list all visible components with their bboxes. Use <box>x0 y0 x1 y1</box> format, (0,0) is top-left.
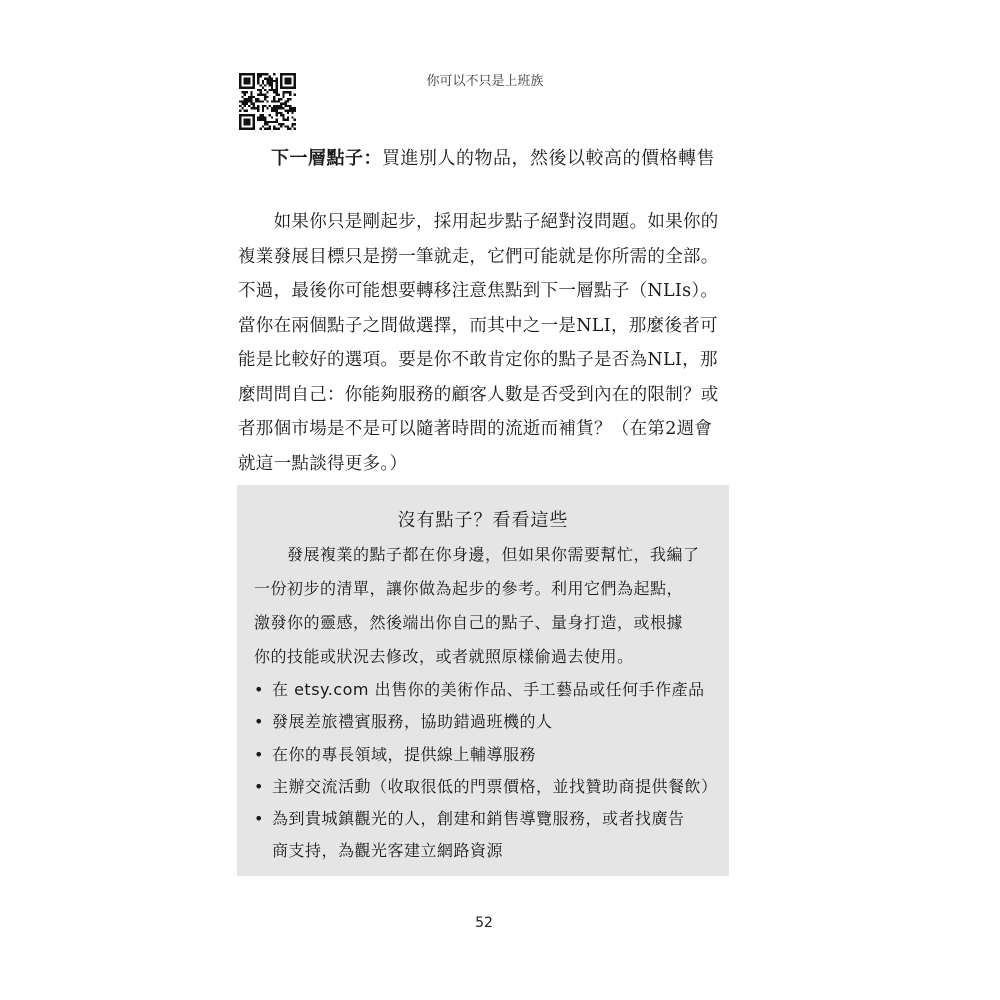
idea-list <box>254 674 724 868</box>
bullet-icon: • <box>254 744 264 764</box>
list-item-text: 發展差旅禮賓服務，協助錯過班機的人 <box>272 712 553 732</box>
sidebar-para-line: 發展複業的點子都在你身邊，但如果你需要幫忙，我編了 <box>254 545 700 564</box>
body-line: 複業發展目標只是撈一筆就走，它們可能就是你所需的全部。 <box>238 246 719 267</box>
list-item <box>254 739 724 771</box>
bullet-icon: • <box>254 680 264 699</box>
sidebar-box-paragraph <box>254 538 724 674</box>
section-heading-lead: 下一層點子： <box>271 148 382 169</box>
body-line: 如果你只是剛起步，採用起步點子絕對沒問題。如果你的 <box>238 212 719 232</box>
sidebar-para-line: 激發你的靈感，然後端出你自己的點子、量身打造，或根據 <box>254 613 684 632</box>
list-item-text: 在你的專長領域，提供線上輔導服務 <box>272 744 537 764</box>
list-item <box>254 771 724 803</box>
body-paragraph <box>238 205 733 481</box>
list-item <box>254 674 724 706</box>
list-item <box>254 803 724 868</box>
bullet-icon: • <box>254 712 264 732</box>
body-line: 不過，最後你可能想要轉移注意焦點到下一層點子（NLIs）。 <box>238 281 719 301</box>
qr-code-icon <box>239 73 296 130</box>
sidebar-para-line: 一份初步的清單，讓你做為起步的參考。利用它們為起點， <box>254 579 684 598</box>
body-line: 當你在兩個點子之間做選擇，而其中之一是NLI，那麼後者可 <box>238 315 718 336</box>
bullet-icon: • <box>254 776 264 796</box>
sidebar-para-line: 你的技能或狀況去修改，或者就照原樣偷過去使用。 <box>254 647 634 666</box>
sidebar-box <box>237 485 729 876</box>
body-line: 就這一點談得更多。） <box>238 453 408 474</box>
list-item-text: 為到貴城鎮觀光的人，創建和銷售導覽服務，或者找廣告 <box>272 809 685 829</box>
list-item-text: 商支持，為觀光客建立網路資源 <box>272 841 504 861</box>
body-line: 者那個市場是不是可以隨著時間的流逝而補貨？（在第2週會 <box>238 419 713 439</box>
bullet-icon: • <box>254 809 264 829</box>
list-item-text: 在 etsy.com 出售你的美術作品、手工藝品或任何手作產品 <box>272 680 705 699</box>
list-item-text: 主辦交流活動（收取很低的門票價格，並找贊助商提供餐飲） <box>272 776 718 796</box>
section-heading-rest: 買進別人的物品，然後以較高的價格轉售 <box>382 148 715 169</box>
body-line: 麼問問自己：你能夠服務的顧客人數是否受到內在的限制？或 <box>238 384 719 405</box>
page-number: 52 <box>475 915 493 931</box>
body-line: 能是比較好的選項。要是你不敢肯定你的點子是否為NLI，那 <box>238 350 718 370</box>
sidebar-box-title: 沒有點子？看看這些 <box>397 510 569 531</box>
list-item <box>254 706 724 738</box>
running-header-title: 你可以不只是上班族 <box>426 74 544 89</box>
section-heading <box>271 144 715 170</box>
